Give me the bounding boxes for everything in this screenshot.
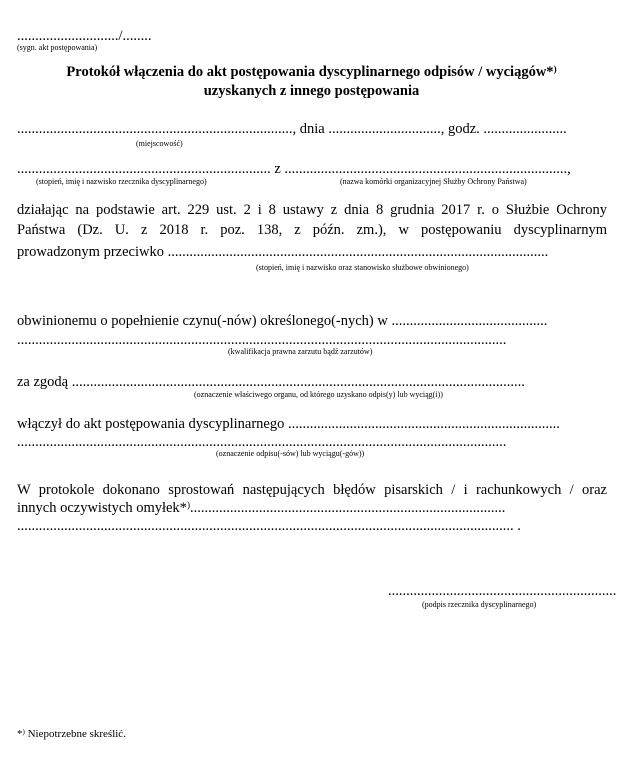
officer-line[interactable]: ...................................................................... z .............................................................................., — [17, 161, 571, 177]
unit-caption: (nazwa komórki organizacyjnej Służby Ochrony Państwa) — [340, 177, 527, 186]
footnote: *) Niepotrzebne skreślić. — [17, 728, 126, 740]
officer-name-caption: (stopień, imię i nazwisko rzecznika dyscyplinarnego) — [36, 177, 207, 186]
consent-line[interactable]: za zgodą ............................................................................................................................. — [17, 374, 525, 390]
included-documents-line[interactable]: włączył do akt postępowania dyscyplinarnego ........................................................................... — [17, 416, 560, 432]
included-documents-caption: (oznaczenie odpisu(-sów) lub wyciągu(-gów)) — [216, 449, 365, 458]
place-caption: (miejscowość) — [136, 139, 183, 148]
case-number-caption: (sygn. akt postępowania) — [17, 43, 98, 52]
document-title-line2: uzyskanych z innego postępowania — [203, 83, 420, 99]
acting-line2: Państwa (Dz. U. z 2018 r. poz. 138, z późn. zm.), w postępowaniu dyscyplinarnym — [17, 222, 607, 238]
accused-person-caption: (stopień, imię i nazwisko oraz stanowisko służbowe obwinionego) — [256, 263, 469, 272]
corrections-line3[interactable]: ......................................................................................................................................... . — [17, 518, 521, 534]
charge-line[interactable]: obwinionemu o popełnienie czynu(-nów) określonego(-nych) w ........................................... — [17, 313, 548, 329]
charge-caption: (kwalifikacja prawna zarzutu bądź zarzutów) — [228, 347, 373, 356]
charge-line-continued[interactable]: ....................................................................................................................................... — [17, 332, 507, 348]
signature-line[interactable]: ............................................................... — [388, 583, 617, 599]
corrections-line2[interactable]: innych oczywistych omyłek*)....................................................................................... — [17, 500, 506, 516]
consent-caption: (oznaczenie właściwego organu, od którego uzyskano odpis(y) lub wyciąg(i)) — [194, 390, 443, 399]
footnote-marker-sup: ) — [553, 64, 557, 74]
accused-person-line[interactable]: prowadzonym przeciwko ......................................................................................................... — [17, 244, 549, 260]
footnote-marker-sup: ) — [186, 500, 190, 510]
signature-caption: (podpis rzecznika dyscyplinarnego) — [422, 600, 537, 609]
corrections-line1: W protokole dokonano sprostowań następujących błędów pisarskich / i rachunkowych / oraz — [17, 482, 607, 498]
document-title-line1: Protokół włączenia do akt postępowania dyscyplinarnego odpisów / wyciągów*) — [66, 64, 557, 80]
place-date-time-line[interactable]: ............................................................................, dnia ..............................., godz. ....................... — [17, 121, 567, 137]
acting-line1: działając na podstawie art. 229 ust. 2 i 8 ustawy z dnia 8 grudnia 2017 r. o Służbie Ochrony — [17, 202, 607, 218]
included-documents-line-continued[interactable]: ....................................................................................................................................... — [17, 434, 507, 450]
case-number-line[interactable]: ............................/........ — [17, 28, 152, 44]
